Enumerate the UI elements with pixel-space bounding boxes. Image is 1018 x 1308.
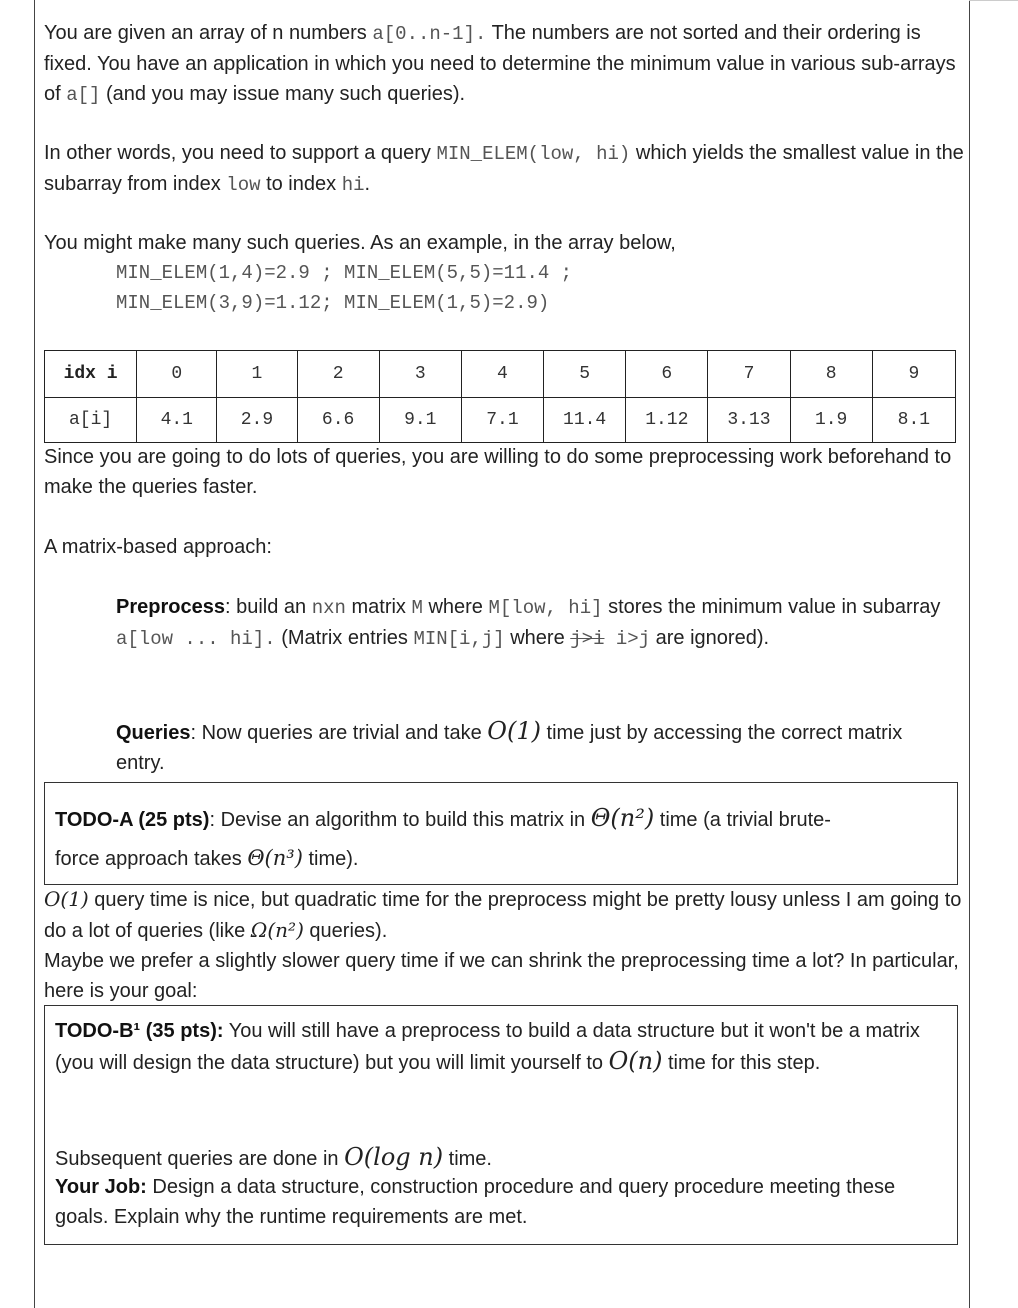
page-right-border xyxy=(969,0,970,1308)
queries-paragraph: Queries: Now queries are trivial and take O(1) time just by accessing the correct matrix entry. xyxy=(116,717,903,774)
query-definition-paragraph: In other words, you need to support a query MIN_ELEM(low, hi) which yields the smallest value in the subarray from index low to index hi. xyxy=(44,142,964,196)
value-cell: 11.4 xyxy=(544,398,626,443)
array-table xyxy=(44,350,956,443)
value-cell: 9.1 xyxy=(379,398,461,443)
index-cell: 2 xyxy=(297,351,379,398)
value-cell: 8.1 xyxy=(872,398,955,443)
todo-b-label: TODO-B¹ (35 pts): xyxy=(55,1020,224,1042)
index-cell: 3 xyxy=(379,351,461,398)
your-job-label: Your Job: xyxy=(55,1176,147,1198)
index-row xyxy=(45,351,956,398)
index-cell: 5 xyxy=(544,351,626,398)
preprocess-paragraph: Preprocess: build an nxn matrix M where M[low, hi] stores the minimum value in subarray a[low ... hi]. (Matrix entries MIN[i,j] where j>i i>j are ignored). xyxy=(116,596,941,650)
index-cell: 1 xyxy=(217,351,297,398)
preprocessing-paragraph: Since you are going to do lots of queries, you are willing to do some preprocessing work beforehand to make the queries faster. xyxy=(44,446,952,498)
example-line-2: MIN_ELEM(3,9)=1.12; MIN_ELEM(1,5)=2.9) xyxy=(116,292,550,314)
preprocess-label: Preprocess xyxy=(116,596,225,618)
value-label: a[i] xyxy=(45,398,137,443)
todo-b-job: Your Job: Design a data structure, construction procedure and query procedure meeting these goals. Explain why the runtime requirements are met. xyxy=(55,1176,896,1228)
todo-a-label: TODO-A (25 pts) xyxy=(55,809,210,831)
value-cell: 4.1 xyxy=(137,398,217,443)
value-cell: 3.13 xyxy=(708,398,790,443)
queries-label: Queries xyxy=(116,722,191,744)
todo-b-text: TODO-B¹ (35 pts): You will still have a preprocess to build a data structure but it won't be a matrix (you will design the data structure) but you will limit yourself to O(n) time for this step. xyxy=(55,1020,920,1075)
todo-b-query-time: Subsequent queries are done in O(log n) time. xyxy=(55,1143,492,1171)
matrix-approach-heading: A matrix-based approach: xyxy=(44,536,272,558)
value-cell: 2.9 xyxy=(217,398,297,443)
value-cell: 7.1 xyxy=(461,398,543,443)
index-cell: 0 xyxy=(137,351,217,398)
index-label: idx i xyxy=(45,351,137,398)
page-left-border xyxy=(34,0,35,1308)
tradeoff-paragraph: O(1) query time is nice, but quadratic time for the preprocess might be pretty lousy unless I am going to do a lot of queries (like Ω(n²) queries). Maybe we prefer a slightly slower query time if we can shrink the preprocessing time a lot? In particular, here is your goal: xyxy=(44,887,962,1002)
value-row xyxy=(45,398,956,443)
todo-b-box xyxy=(44,1005,958,1245)
intro-paragraph: You are given an array of n numbers a[0..n-1]. The numbers are not sorted and their ordering is fixed. You have an application in which you need to determine the minimum value in various sub-arrays of a[] (and you may issue many such queries). xyxy=(44,22,956,106)
examples-intro: You might make many such queries. As an example, in the array below, xyxy=(44,232,676,254)
index-cell: 8 xyxy=(790,351,872,398)
index-cell: 6 xyxy=(626,351,708,398)
todo-a-text: TODO-A (25 pts): Devise an algorithm to build this matrix in Θ(n²) time (a trivial brute-force approach takes Θ(n³) time). xyxy=(55,804,831,870)
todo-a-box xyxy=(44,782,958,885)
value-cell: 6.6 xyxy=(297,398,379,443)
value-cell: 1.9 xyxy=(790,398,872,443)
page-top-border xyxy=(969,0,1018,1)
index-cell: 7 xyxy=(708,351,790,398)
index-cell: 9 xyxy=(872,351,955,398)
example-line-1: MIN_ELEM(1,4)=2.9 ; MIN_ELEM(5,5)=11.4 ; xyxy=(116,262,573,284)
index-cell: 4 xyxy=(461,351,543,398)
value-cell: 1.12 xyxy=(626,398,708,443)
struck-condition: j>i xyxy=(570,628,605,650)
